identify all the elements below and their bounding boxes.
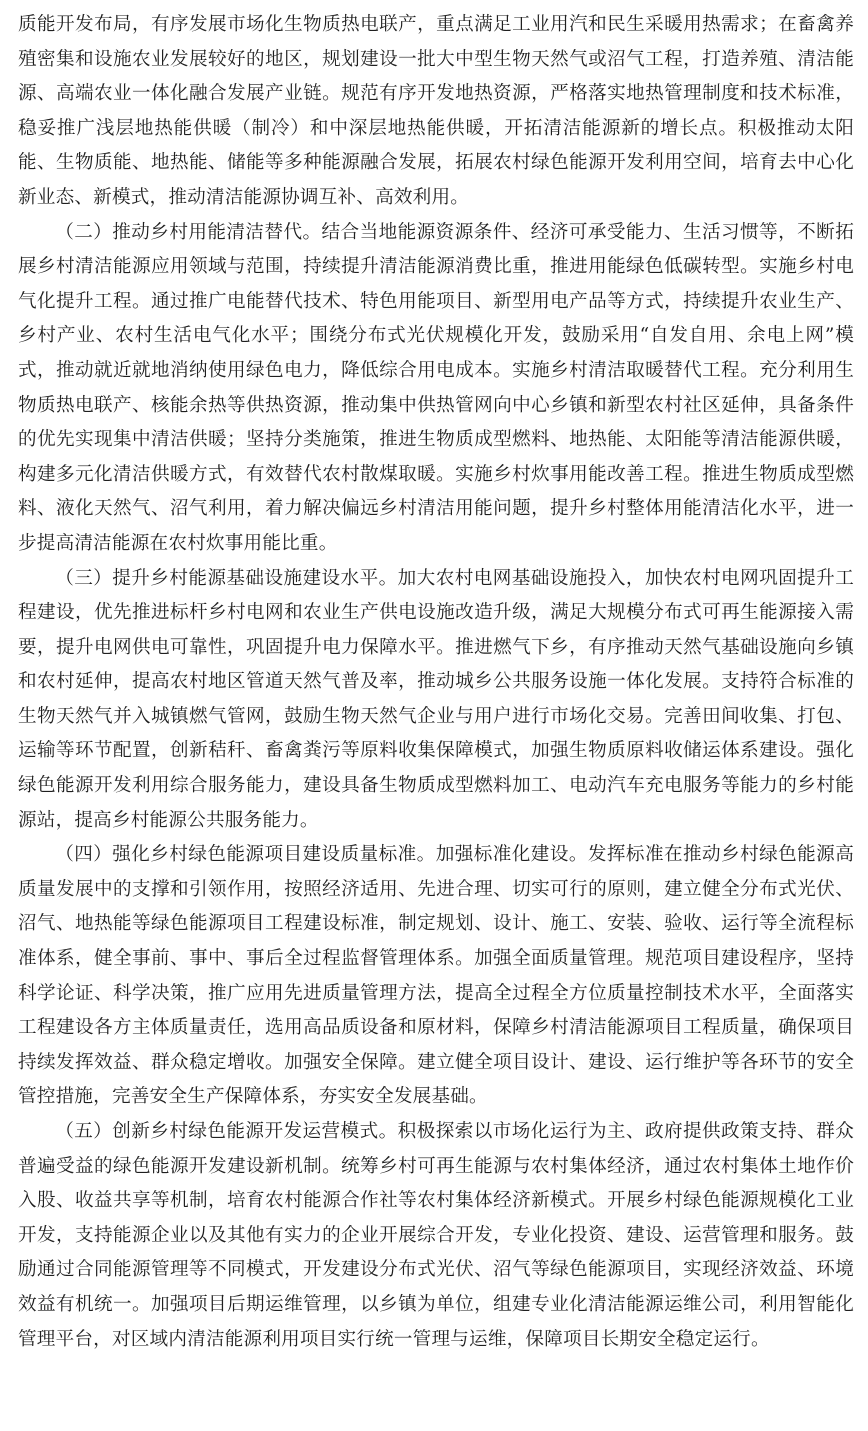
paragraph-section-2 bbox=[18, 216, 854, 562]
section-heading: （四）强化乡村绿色能源项目建设质量标准。 bbox=[55, 844, 436, 866]
paragraph-section-5 bbox=[18, 1115, 854, 1357]
paragraph-text: 积极探索以市场化运行为主、政府提供政策支持、群众普遍受益的绿色能源开发建设新机制。统筹乡村可再生能源与农村集体经济，通过农村集体土地作价入股、收益共享等机制，培育农村能源合作社等农村集体经济新模式。开展乡村绿色能源规模化工业开发，支持能源企业以及其他有实力的企业开展综合开发，专业化投资、建设、运营管理和服务。鼓励通过合同能源管理等不同模式，开发建设分布式光伏、沼气等绿色能源项目，实现经济效益、环境效益有机统一。加强项目后期运维管理，以乡镇为单位，组建专业化清洁能源运维公司，利用智能化管理平台，对区域内清洁能源利用项目实行统一管理与运维，保障项目长期安全稳定运行。 bbox=[18, 1121, 854, 1350]
section-heading: （五）创新乡村绿色能源开发运营模式。 bbox=[55, 1121, 398, 1142]
paragraph-text: 加大农村电网基础设施投入，加快农村电网巩固提升工程建设，优先推进标杆乡村电网和农业生产供电设施改造升级，满足大规模分布式可再生能源接入需要，提升电网供电可靠性，巩固提升电力保障水平。推进燃气下乡，有序推动天然气基础设施向乡镇和农村延伸，提高农村地区管道天然气普及率，推动城乡公共服务设施一体化发展。支持符合标准的生物天然气并入城镇燃气管网，鼓励生物天然气企业与用户进行市场化交易。完善田间收集、打包、运输等环节配置，创新秸秆、畜禽粪污等原料收集保障模式，加强生物质原料收储运体系建设。强化绿色能源开发利用综合服务能力，建设具备生物质成型燃料加工、电动汽车充电服务等能力的乡村能源站，提高乡村能源公共服务能力。 bbox=[18, 567, 854, 831]
paragraph-continued bbox=[18, 8, 854, 216]
paragraph-text: 结合当地能源资源条件、经济可承受能力、生活习惯等，不断拓展乡村清洁能源应用领域与范围，持续提升清洁能源消费比重，推进用能绿色低碳转型。实施乡村电气化提升工程。通过推广电能替代技术、特色用能项目、新型用电产品等方式，持续提升农业生产、乡村产业、农村生活电气化水平；围绕分布式光伏规模化开发，鼓励采用“自发自用、余电上网”模式，推动就近就地消纳使用绿色电力，降低综合用电成本。实施乡村清洁取暖替代工程。充分利用生物质热电联产、核能余热等供热资源，推动集中供热管网向中心乡镇和新型农村社区延伸，具备条件的优先实现集中清洁供暖；坚持分类施策，推进生物质成型燃料、地热能、太阳能等清洁能源供暖，构建多元化清洁供暖方式，有效替代农村散煤取暖。实施乡村炊事用能改善工程。推进生物质成型燃料、液化天然气、沼气利用，着力解决偏远乡村清洁用能问题，提升乡村整体用能清洁化水平，进一步提高清洁能源在农村炊事用能比重。 bbox=[18, 221, 854, 554]
paragraph-text: 质能开发布局，有序发展市场化生物质热电联产，重点满足工业用汽和民生采暖用热需求；在畜禽养殖密集和设施农业发展较好的地区，规划建设一批大中型生物天然气或沼气工程，打造养殖、清洁能源、高端农业一体化融合发展产业链。规范有序开发地热资源，严格落实地热管理制度和技术标准，稳妥推广浅层地热能供暖（制冷）和中深层地热能供暖，开拓清洁能源新的增长点。积极推动太阳能、生物质能、地热能、储能等多种能源融合发展，拓展农村绿色能源开发利用空间，培育去中心化新业态、新模式，推动清洁能源协调互补、高效利用。 bbox=[18, 14, 854, 208]
section-heading: （三）提升乡村能源基础设施建设水平。 bbox=[55, 567, 398, 589]
paragraph-section-3 bbox=[18, 562, 854, 839]
paragraph-section-4 bbox=[18, 838, 854, 1115]
section-heading: （二）推动乡村用能清洁替代。 bbox=[55, 221, 322, 243]
paragraph-text: 加强标准化建设。发挥标准在推动乡村绿色能源高质量发展中的支撑和引领作用，按照经济适用、先进合理、切实可行的原则，建立健全分布式光伏、沼气、地热能等绿色能源项目工程建设标准，制定规划、设计、施工、安装、验收、运行等全流程标准体系，健全事前、事中、事后全过程监督管理体系。加强全面质量管理。规范项目建设程序，坚持科学论证、科学决策，推广应用先进质量管理方法，提高全过程全方位质量控制技术水平，全面落实工程建设各方主体质量责任，选用高品质设备和原材料，保障乡村清洁能源项目工程质量，确保项目持续发挥效益、群众稳定增收。加强安全保障。建立健全项目设计、建设、运行维护等各环节的安全管控措施，完善安全生产保障体系，夯实安全发展基础。 bbox=[18, 844, 854, 1108]
